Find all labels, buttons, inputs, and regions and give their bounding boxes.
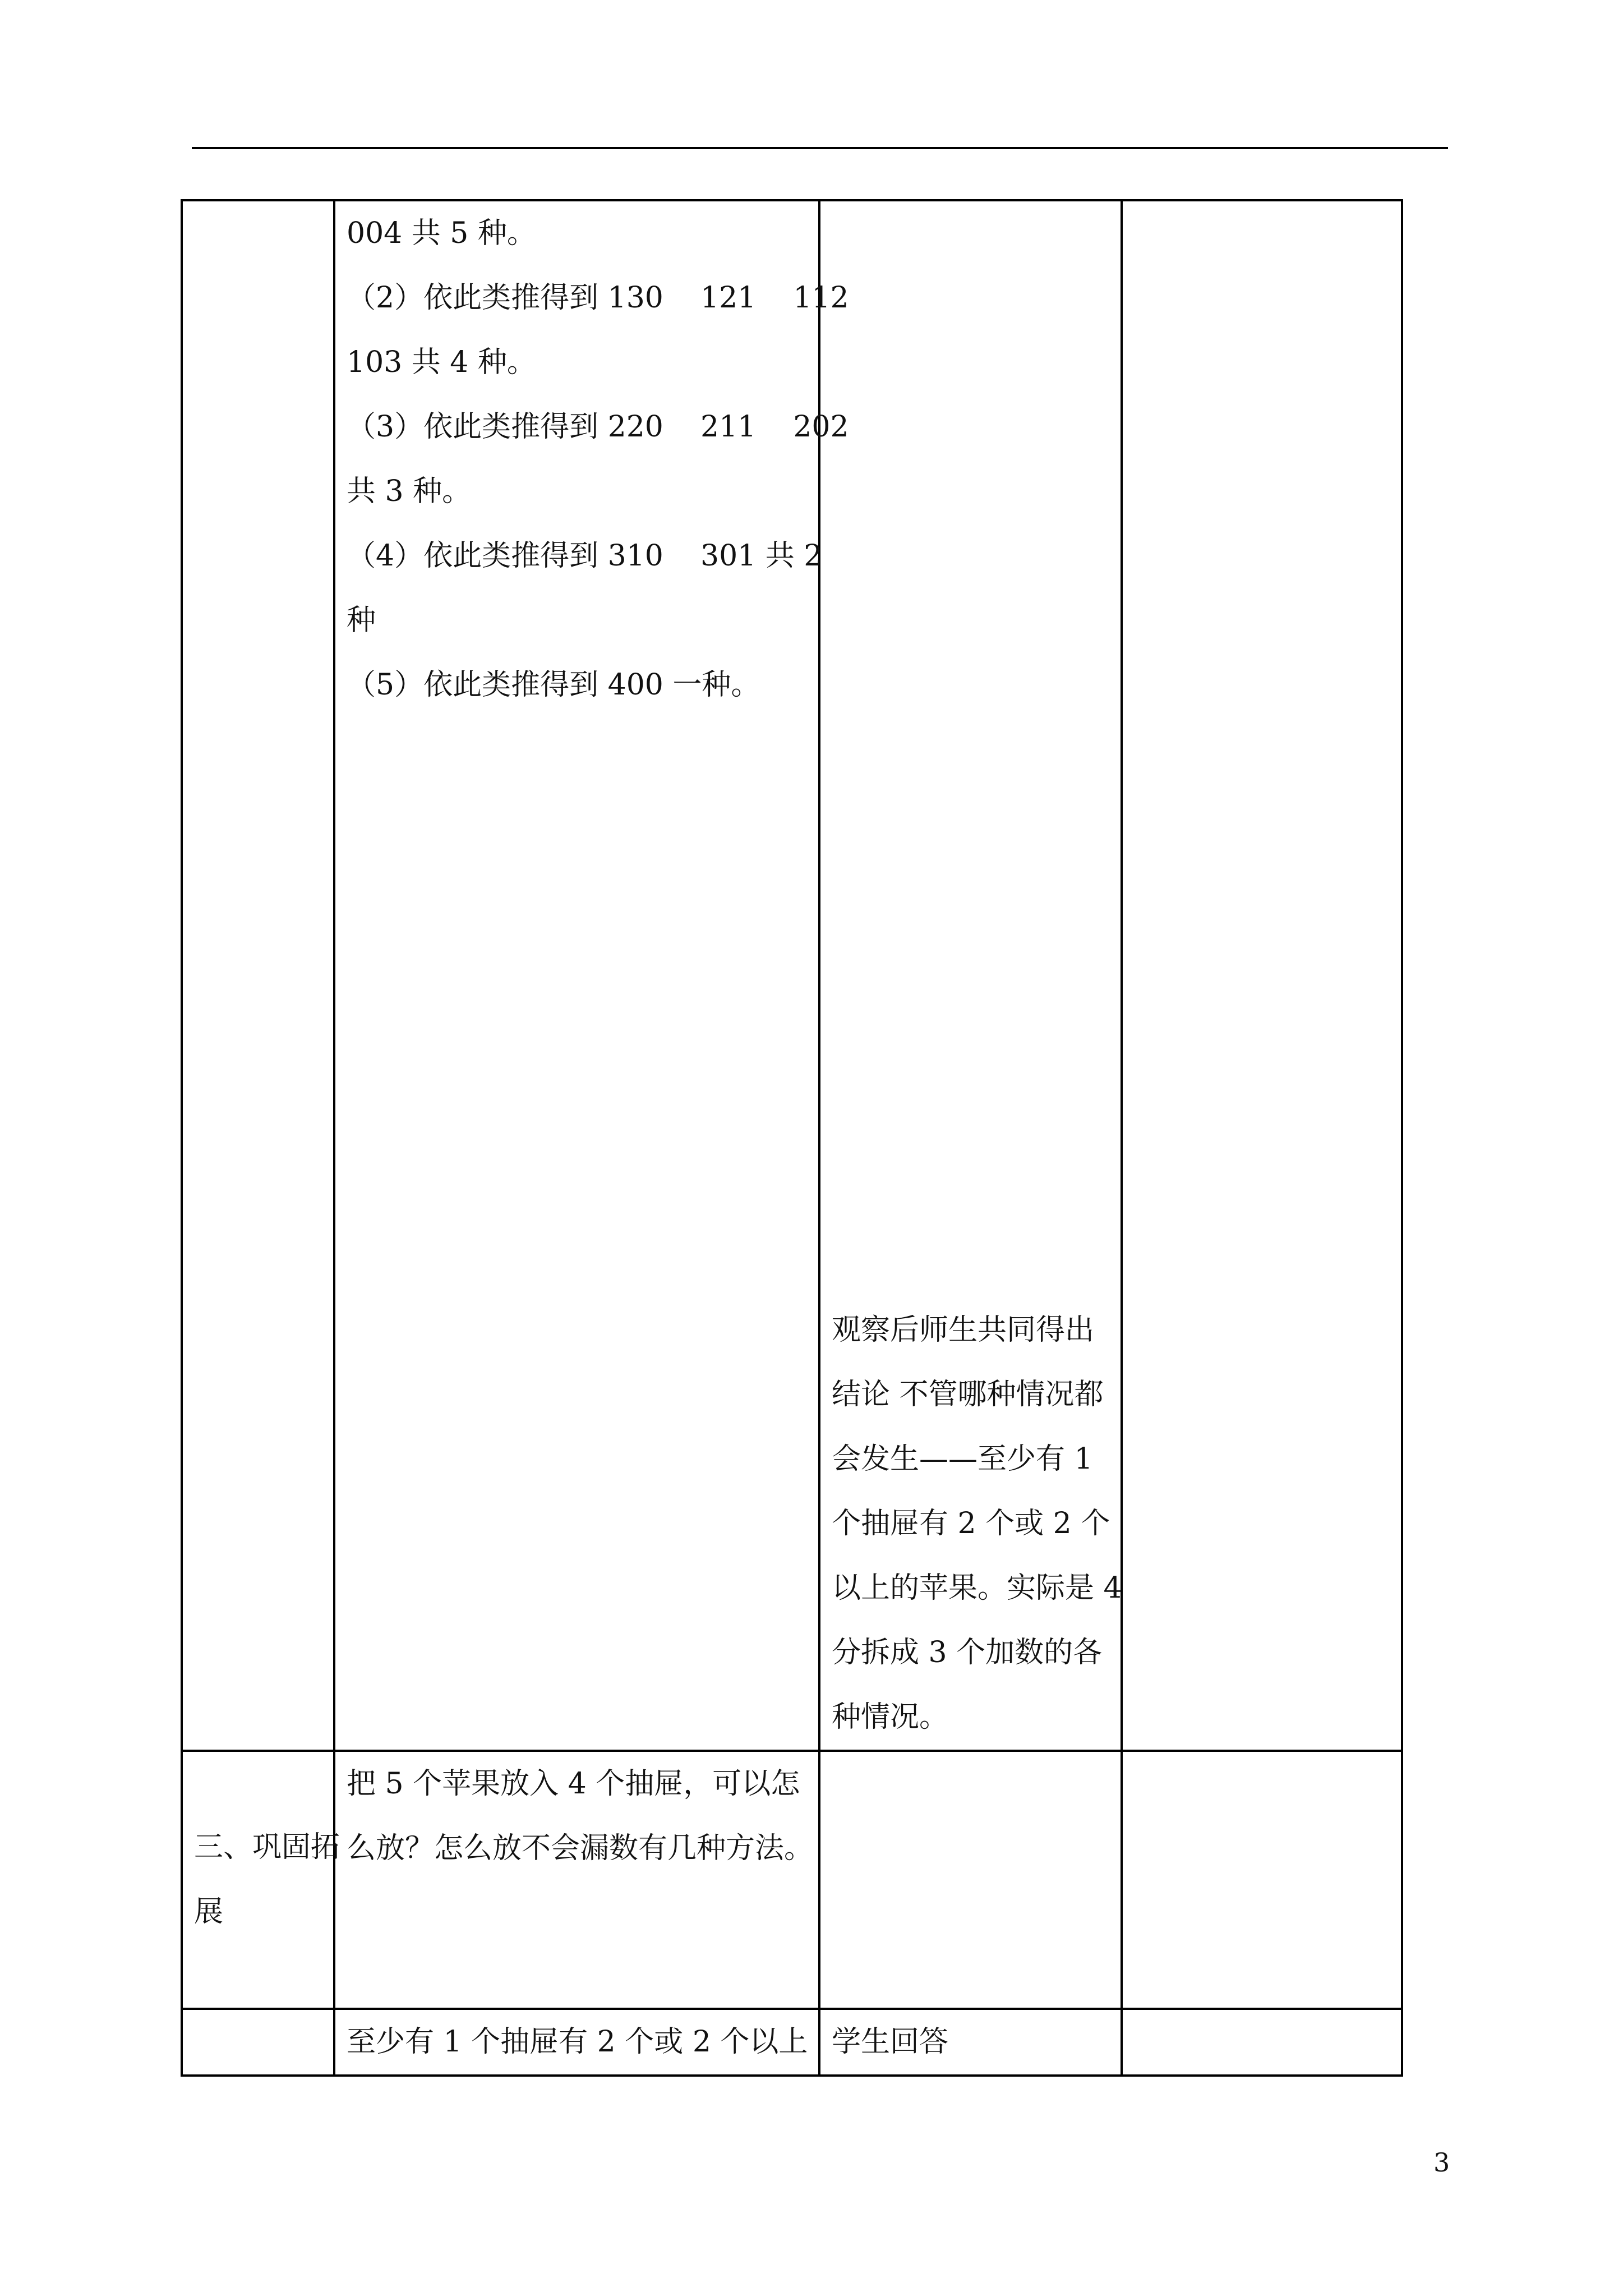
content-cell: [334, 2009, 819, 2076]
content-line: 004 共 5 种。: [347, 217, 536, 250]
activity-cell: [819, 200, 1122, 1751]
content-line: 把 5 个苹果放入 4 个抽屉，可以怎: [347, 1767, 800, 1801]
content-line: （3）依此类推得到 220 211 202: [347, 410, 849, 444]
content-line: 共 3 种。: [347, 475, 472, 508]
stage-line: 三、巩固拓: [194, 1830, 340, 1864]
activity-line: 种情况。: [831, 1700, 948, 1734]
table-row: [182, 1751, 1402, 2009]
content-cell: [334, 1751, 819, 2009]
activity-cell: [819, 2009, 1122, 2076]
activity-line: 分拆成 3 个加数的各: [831, 1636, 1103, 1669]
content-line: （2）依此类推得到 130 121 112: [347, 281, 849, 315]
content-line: 种: [347, 604, 376, 637]
page-number: 3: [1433, 2147, 1450, 2178]
content-line: 至少有 1 个抽屉有 2 个或 2 个以上: [347, 2025, 808, 2059]
stage-cell: [182, 1751, 340, 2009]
lesson-plan-table: [181, 199, 1403, 2077]
stage-line: 展: [194, 1895, 224, 1929]
activity-cell: [819, 1751, 1122, 2009]
content-line: （4）依此类推得到 310 301 共 2: [347, 539, 823, 573]
note-cell: [1122, 1751, 1403, 2009]
activity-line: 个抽屉有 2 个或 2 个: [831, 1507, 1110, 1540]
activity-line: 学生回答: [831, 2025, 948, 2059]
content-cell: [334, 200, 849, 1751]
table-row: [182, 2009, 1402, 2076]
activity-line: 结论 不管哪种情况都: [831, 1378, 1104, 1411]
stage-cell: [182, 200, 334, 1751]
header-rule: [192, 147, 1448, 149]
activity-line: 观察后师生共同得出: [831, 1313, 1094, 1347]
activity-line: 以上的苹果。实际是 4: [831, 1571, 1122, 1605]
note-cell: [1122, 200, 1403, 1751]
content-line: 么放？怎么放不会漏数有几种方法。: [347, 1832, 814, 1865]
activity-line: 会发生——至少有 1: [831, 1442, 1093, 1476]
table-row: [182, 200, 1402, 1751]
stage-cell: [182, 2009, 334, 2076]
note-cell: [1122, 2009, 1403, 2076]
content-line: （5）依此类推得到 400 一种。: [347, 668, 760, 702]
content-line: 103 共 4 种。: [347, 346, 536, 379]
